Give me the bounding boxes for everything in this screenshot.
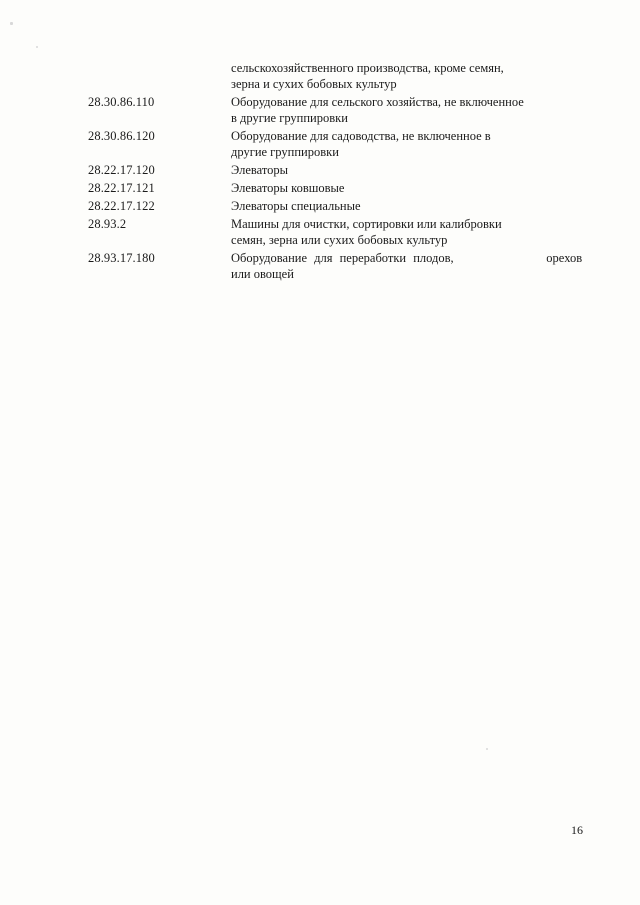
row-code: 28.93.2 [88, 217, 127, 231]
description-line: сельскохозяйственного производства, кроме семян, [231, 61, 504, 75]
row-code: 28.30.86.110 [88, 95, 155, 109]
row-description [231, 180, 581, 196]
row-code: 28.22.17.122 [88, 199, 155, 213]
scan-speck [486, 748, 488, 750]
table-row [88, 180, 583, 196]
row-code: 28.22.17.120 [88, 163, 155, 177]
row-description [231, 250, 581, 282]
row-description [231, 128, 581, 160]
description-line: Элеваторы специальные [231, 199, 361, 213]
description-line: в другие группировки [231, 111, 348, 125]
description-line: Элеваторы ковшовые [231, 181, 345, 195]
row-description [231, 162, 581, 178]
row-description [231, 60, 581, 92]
row-description [231, 198, 581, 214]
table-row [88, 216, 583, 248]
scan-speck [36, 46, 38, 48]
description-line: Оборудование для садоводства, не включенное в [231, 129, 491, 143]
description-line: зерна и сухих бобовых культур [231, 77, 397, 91]
description-line: другие группировки [231, 145, 339, 159]
description-line: Машины для очистки, сортировки или калибровки [231, 217, 502, 231]
row-code: 28.30.86.120 [88, 129, 155, 143]
table-row [88, 128, 583, 160]
description-line: семян, зерна или сухих бобовых культур [231, 233, 448, 247]
row-code: 28.93.17.180 [88, 251, 155, 265]
description-line: Оборудование для сельского хозяйства, не включенное [231, 95, 524, 109]
page-number: 16 [571, 823, 583, 837]
row-description [231, 94, 581, 126]
table-row [88, 94, 583, 126]
row-code: 28.22.17.121 [88, 181, 155, 195]
table-row [88, 60, 583, 92]
classification-table [88, 60, 583, 282]
description-line: Элеваторы [231, 163, 289, 177]
scan-speck [10, 22, 13, 25]
row-description [231, 216, 581, 248]
table-row [88, 198, 583, 214]
table-row [88, 250, 583, 282]
description-line: или овощей [231, 267, 294, 281]
table-row [88, 162, 583, 178]
description-line: Оборудование для переработки плодов, орехов [231, 251, 583, 265]
